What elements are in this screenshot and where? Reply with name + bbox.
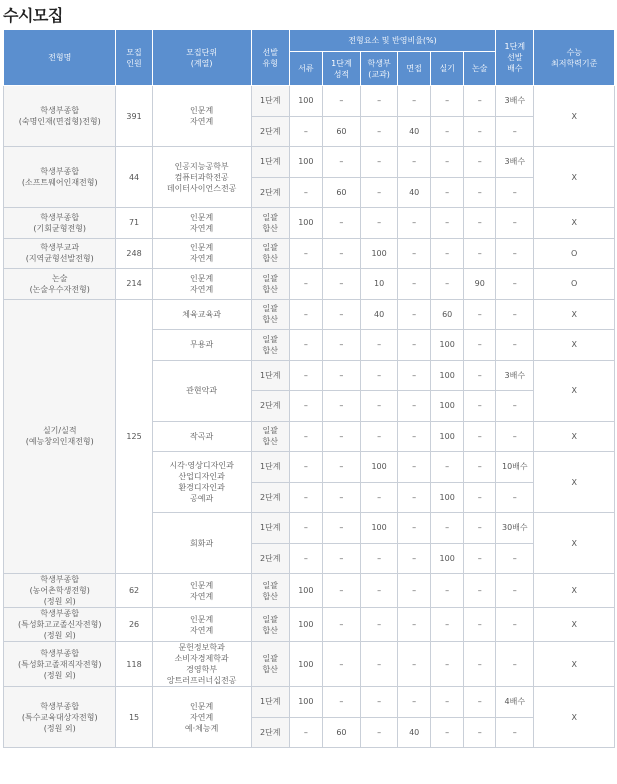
header-count: 모집 인원 bbox=[116, 30, 152, 86]
admission-type-cell: 학생부종합 (특성화고교졸신자전형) (정원 외) bbox=[4, 608, 116, 642]
min-requirement-cell: X bbox=[534, 330, 615, 361]
multiple-cell: – bbox=[496, 238, 534, 269]
ratio-cell: – bbox=[464, 543, 496, 574]
ratio-cell: – bbox=[289, 360, 322, 391]
multiple-cell: – bbox=[496, 208, 534, 239]
min-requirement-cell: X bbox=[534, 86, 615, 147]
ratio-cell: 100 bbox=[431, 330, 464, 361]
min-requirement-cell: X bbox=[534, 608, 615, 642]
selection-method-cell: 1단계 bbox=[251, 360, 289, 391]
min-requirement-cell: X bbox=[534, 513, 615, 574]
multiple-cell: 10배수 bbox=[496, 452, 534, 483]
quota-cell: 44 bbox=[116, 147, 152, 208]
unit-cell: 인문계 자연계 bbox=[152, 208, 251, 239]
ratio-cell: – bbox=[431, 86, 464, 117]
unit-cell: 문헌정보학과 소비자경제학과 경영학부 앙트러프러너십전공 bbox=[152, 642, 251, 687]
table-row bbox=[4, 208, 615, 239]
ratio-cell: 100 bbox=[431, 482, 464, 513]
ratio-cell: 60 bbox=[322, 116, 360, 147]
ratio-cell: 100 bbox=[289, 208, 322, 239]
selection-method-cell: 2단계 bbox=[251, 116, 289, 147]
quota-cell: 15 bbox=[116, 687, 152, 748]
table-row bbox=[4, 147, 615, 178]
ratio-cell: – bbox=[289, 238, 322, 269]
ratio-cell: 100 bbox=[431, 543, 464, 574]
quota-cell: 71 bbox=[116, 208, 152, 239]
selection-method-cell: 일괄 합산 bbox=[251, 208, 289, 239]
ratio-cell: – bbox=[322, 513, 360, 544]
min-requirement-cell: X bbox=[534, 642, 615, 687]
header-min-requirement: 수능 최저학력기준 bbox=[534, 30, 615, 86]
ratio-cell: – bbox=[322, 208, 360, 239]
unit-cell: 회화과 bbox=[152, 513, 251, 574]
ratio-cell: 60 bbox=[322, 717, 360, 748]
unit-cell: 인공지능공학부 컴퓨터과학전공 데이터사이언스전공 bbox=[152, 147, 251, 208]
multiple-cell: – bbox=[496, 330, 534, 361]
multiple-cell: – bbox=[496, 299, 534, 330]
min-requirement-cell: X bbox=[534, 452, 615, 513]
min-requirement-cell: X bbox=[534, 147, 615, 208]
ratio-cell: – bbox=[322, 391, 360, 422]
selection-method-cell: 2단계 bbox=[251, 543, 289, 574]
multiple-cell: – bbox=[496, 608, 534, 642]
selection-method-cell: 일괄 합산 bbox=[251, 299, 289, 330]
header-record: 학생부 (교과) bbox=[361, 52, 398, 86]
ratio-cell: 100 bbox=[431, 421, 464, 452]
table-row bbox=[4, 574, 615, 608]
ratio-cell: – bbox=[289, 177, 322, 208]
ratio-cell: – bbox=[361, 574, 398, 608]
header-type: 전형명 bbox=[4, 30, 116, 86]
ratio-cell: – bbox=[398, 608, 431, 642]
ratio-cell: – bbox=[464, 608, 496, 642]
ratio-cell: – bbox=[398, 482, 431, 513]
ratio-cell: 100 bbox=[289, 642, 322, 687]
selection-method-cell: 1단계 bbox=[251, 86, 289, 117]
selection-method-cell: 2단계 bbox=[251, 482, 289, 513]
selection-method-cell: 일괄 합산 bbox=[251, 642, 289, 687]
ratio-cell: – bbox=[361, 687, 398, 718]
admission-type-cell: 학생부종합 (특성화고졸재직자전형) (정원 외) bbox=[4, 642, 116, 687]
min-requirement-cell: X bbox=[534, 360, 615, 421]
admission-type-cell: 학생부종합 (기회균형전형) bbox=[4, 208, 116, 239]
ratio-cell: – bbox=[361, 421, 398, 452]
ratio-cell: 60 bbox=[431, 299, 464, 330]
ratio-cell: – bbox=[398, 687, 431, 718]
ratio-cell: – bbox=[431, 687, 464, 718]
header-stage1-multiple: 1단계 선발 배수 bbox=[496, 30, 534, 86]
quota-cell: 26 bbox=[116, 608, 152, 642]
ratio-cell: – bbox=[322, 608, 360, 642]
ratio-cell: – bbox=[431, 608, 464, 642]
ratio-cell: – bbox=[322, 299, 360, 330]
ratio-cell: 100 bbox=[289, 574, 322, 608]
selection-method-cell: 일괄 합산 bbox=[251, 421, 289, 452]
ratio-cell: – bbox=[464, 238, 496, 269]
table-row bbox=[4, 687, 615, 718]
ratio-cell: – bbox=[322, 574, 360, 608]
ratio-cell: – bbox=[431, 208, 464, 239]
table-row bbox=[4, 642, 615, 687]
ratio-cell: – bbox=[289, 717, 322, 748]
ratio-cell: – bbox=[361, 391, 398, 422]
ratio-cell: – bbox=[361, 543, 398, 574]
multiple-cell: 3배수 bbox=[496, 86, 534, 117]
ratio-cell: – bbox=[322, 482, 360, 513]
min-requirement-cell: X bbox=[534, 687, 615, 748]
ratio-cell: – bbox=[289, 269, 322, 300]
header-stage1: 1단계 성적 bbox=[322, 52, 360, 86]
multiple-cell: – bbox=[496, 642, 534, 687]
ratio-cell: – bbox=[431, 717, 464, 748]
selection-method-cell: 1단계 bbox=[251, 687, 289, 718]
admission-type-cell: 학생부종합 (특수교육대상자전형) (정원 외) bbox=[4, 687, 116, 748]
ratio-cell: – bbox=[464, 513, 496, 544]
ratio-cell: – bbox=[322, 360, 360, 391]
ratio-cell: – bbox=[289, 299, 322, 330]
ratio-cell: 100 bbox=[361, 513, 398, 544]
ratio-cell: – bbox=[322, 452, 360, 483]
ratio-cell: – bbox=[464, 177, 496, 208]
ratio-cell: – bbox=[431, 177, 464, 208]
multiple-cell: 3배수 bbox=[496, 360, 534, 391]
ratio-cell: – bbox=[361, 116, 398, 147]
unit-cell: 시각·영상디자인과 산업디자인과 환경디자인과 공예과 bbox=[152, 452, 251, 513]
ratio-cell: – bbox=[361, 208, 398, 239]
ratio-cell: – bbox=[322, 269, 360, 300]
admission-table bbox=[3, 29, 615, 748]
unit-cell: 인문계 자연계 bbox=[152, 574, 251, 608]
min-requirement-cell: O bbox=[534, 269, 615, 300]
ratio-cell: – bbox=[361, 642, 398, 687]
min-requirement-cell: X bbox=[534, 574, 615, 608]
unit-cell: 무용과 bbox=[152, 330, 251, 361]
quota-cell: 125 bbox=[116, 299, 152, 574]
ratio-cell: – bbox=[464, 147, 496, 178]
unit-cell: 작곡과 bbox=[152, 421, 251, 452]
multiple-cell: – bbox=[496, 116, 534, 147]
ratio-cell: – bbox=[361, 608, 398, 642]
ratio-cell: – bbox=[289, 116, 322, 147]
min-requirement-cell: O bbox=[534, 238, 615, 269]
ratio-cell: – bbox=[464, 717, 496, 748]
ratio-cell: – bbox=[289, 543, 322, 574]
selection-method-cell: 2단계 bbox=[251, 717, 289, 748]
ratio-cell: – bbox=[464, 299, 496, 330]
ratio-cell: – bbox=[289, 452, 322, 483]
multiple-cell: – bbox=[496, 543, 534, 574]
ratio-cell: – bbox=[398, 421, 431, 452]
ratio-cell: – bbox=[398, 269, 431, 300]
ratio-cell: – bbox=[398, 360, 431, 391]
admission-type-cell: 학생부교과 (지역균형선발전형) bbox=[4, 238, 116, 269]
multiple-cell: – bbox=[496, 574, 534, 608]
table-row bbox=[4, 238, 615, 269]
unit-cell: 인문계 자연계 bbox=[152, 269, 251, 300]
ratio-cell: – bbox=[398, 642, 431, 687]
ratio-cell: 60 bbox=[322, 177, 360, 208]
ratio-cell: 100 bbox=[289, 608, 322, 642]
quota-cell: 62 bbox=[116, 574, 152, 608]
multiple-cell: 4배수 bbox=[496, 687, 534, 718]
selection-method-cell: 일괄 합산 bbox=[251, 608, 289, 642]
unit-cell: 인문계 자연계 bbox=[152, 608, 251, 642]
header-essay: 논술 bbox=[464, 52, 496, 86]
ratio-cell: – bbox=[322, 86, 360, 117]
selection-method-cell: 2단계 bbox=[251, 177, 289, 208]
ratio-cell: – bbox=[361, 330, 398, 361]
ratio-cell: 100 bbox=[361, 452, 398, 483]
header-method: 선발 유형 bbox=[251, 30, 289, 86]
multiple-cell: – bbox=[496, 177, 534, 208]
ratio-cell: – bbox=[398, 574, 431, 608]
ratio-cell: – bbox=[398, 86, 431, 117]
unit-cell: 인문계 자연계 bbox=[152, 238, 251, 269]
ratio-cell: – bbox=[289, 330, 322, 361]
multiple-cell: – bbox=[496, 482, 534, 513]
table-row bbox=[4, 86, 615, 117]
selection-method-cell: 일괄 합산 bbox=[251, 330, 289, 361]
ratio-cell: – bbox=[431, 147, 464, 178]
ratio-cell: – bbox=[322, 687, 360, 718]
header-practical: 실기 bbox=[431, 52, 464, 86]
ratio-cell: – bbox=[289, 513, 322, 544]
ratio-cell: – bbox=[398, 452, 431, 483]
ratio-cell: – bbox=[464, 482, 496, 513]
unit-cell: 관현악과 bbox=[152, 360, 251, 421]
selection-method-cell: 일괄 합산 bbox=[251, 238, 289, 269]
header-elements-group: 전형요소 및 반영비율(%) bbox=[289, 30, 495, 52]
ratio-cell: – bbox=[464, 642, 496, 687]
ratio-cell: – bbox=[431, 574, 464, 608]
quota-cell: 248 bbox=[116, 238, 152, 269]
ratio-cell: – bbox=[322, 330, 360, 361]
ratio-cell: 100 bbox=[289, 687, 322, 718]
ratio-cell: – bbox=[289, 421, 322, 452]
ratio-cell: – bbox=[464, 421, 496, 452]
page-title: 수시모집 bbox=[3, 6, 63, 25]
selection-method-cell: 2단계 bbox=[251, 391, 289, 422]
quota-cell: 391 bbox=[116, 86, 152, 147]
ratio-cell: – bbox=[431, 452, 464, 483]
ratio-cell: – bbox=[431, 642, 464, 687]
ratio-cell: – bbox=[464, 452, 496, 483]
ratio-cell: – bbox=[322, 642, 360, 687]
ratio-cell: – bbox=[431, 513, 464, 544]
min-requirement-cell: X bbox=[534, 421, 615, 452]
ratio-cell: – bbox=[322, 543, 360, 574]
ratio-cell: – bbox=[322, 147, 360, 178]
ratio-cell: – bbox=[398, 543, 431, 574]
multiple-cell: – bbox=[496, 717, 534, 748]
multiple-cell: 30배수 bbox=[496, 513, 534, 544]
ratio-cell: – bbox=[398, 330, 431, 361]
table-row bbox=[4, 269, 615, 300]
multiple-cell: – bbox=[496, 421, 534, 452]
ratio-cell: 100 bbox=[361, 238, 398, 269]
selection-method-cell: 1단계 bbox=[251, 147, 289, 178]
ratio-cell: 10 bbox=[361, 269, 398, 300]
ratio-cell: – bbox=[361, 147, 398, 178]
ratio-cell: – bbox=[289, 391, 322, 422]
ratio-cell: – bbox=[361, 360, 398, 391]
quota-cell: 118 bbox=[116, 642, 152, 687]
ratio-cell: 90 bbox=[464, 269, 496, 300]
ratio-cell: – bbox=[361, 177, 398, 208]
admission-type-cell: 논술 (논술우수자전형) bbox=[4, 269, 116, 300]
ratio-cell: – bbox=[398, 238, 431, 269]
ratio-cell: – bbox=[464, 360, 496, 391]
ratio-cell: 40 bbox=[398, 177, 431, 208]
admission-type-cell: 학생부종합 (소프트웨어인재전형) bbox=[4, 147, 116, 208]
table-row bbox=[4, 299, 615, 330]
quota-cell: 214 bbox=[116, 269, 152, 300]
ratio-cell: – bbox=[361, 482, 398, 513]
ratio-cell: 40 bbox=[398, 717, 431, 748]
multiple-cell: – bbox=[496, 391, 534, 422]
ratio-cell: 100 bbox=[431, 360, 464, 391]
ratio-cell: – bbox=[398, 391, 431, 422]
ratio-cell: – bbox=[431, 269, 464, 300]
header-interview: 면접 bbox=[398, 52, 431, 86]
ratio-cell: – bbox=[431, 116, 464, 147]
ratio-cell: – bbox=[464, 208, 496, 239]
min-requirement-cell: X bbox=[534, 299, 615, 330]
header-unit: 모집단위 (계열) bbox=[152, 30, 251, 86]
table-row bbox=[4, 608, 615, 642]
header-doc: 서류 bbox=[289, 52, 322, 86]
ratio-cell: – bbox=[398, 208, 431, 239]
ratio-cell: – bbox=[361, 86, 398, 117]
ratio-cell: 40 bbox=[361, 299, 398, 330]
ratio-cell: 100 bbox=[289, 147, 322, 178]
min-requirement-cell: X bbox=[534, 208, 615, 239]
ratio-cell: 100 bbox=[289, 86, 322, 117]
multiple-cell: 3배수 bbox=[496, 147, 534, 178]
ratio-cell: – bbox=[361, 717, 398, 748]
ratio-cell: – bbox=[464, 391, 496, 422]
ratio-cell: – bbox=[398, 299, 431, 330]
selection-method-cell: 일괄 합산 bbox=[251, 574, 289, 608]
unit-cell: 인문계 자연계 bbox=[152, 86, 251, 147]
ratio-cell: 100 bbox=[431, 391, 464, 422]
ratio-cell: 40 bbox=[398, 116, 431, 147]
selection-method-cell: 1단계 bbox=[251, 513, 289, 544]
selection-method-cell: 1단계 bbox=[251, 452, 289, 483]
ratio-cell: – bbox=[398, 147, 431, 178]
ratio-cell: – bbox=[289, 482, 322, 513]
selection-method-cell: 일괄 합산 bbox=[251, 269, 289, 300]
unit-cell: 체육교육과 bbox=[152, 299, 251, 330]
multiple-cell: – bbox=[496, 269, 534, 300]
admission-type-cell: 실기/실적 (예능창의인재전형) bbox=[4, 299, 116, 574]
ratio-cell: – bbox=[322, 238, 360, 269]
ratio-cell: – bbox=[464, 116, 496, 147]
ratio-cell: – bbox=[464, 86, 496, 117]
ratio-cell: – bbox=[464, 574, 496, 608]
ratio-cell: – bbox=[464, 330, 496, 361]
admission-type-cell: 학생부종합 (농어촌학생전형) (정원 외) bbox=[4, 574, 116, 608]
admission-type-cell: 학생부종합 (숙명인재(면접형)전형) bbox=[4, 86, 116, 147]
ratio-cell: – bbox=[322, 421, 360, 452]
ratio-cell: – bbox=[464, 687, 496, 718]
ratio-cell: – bbox=[431, 238, 464, 269]
unit-cell: 인문계 자연계 예·체능계 bbox=[152, 687, 251, 748]
ratio-cell: – bbox=[398, 513, 431, 544]
